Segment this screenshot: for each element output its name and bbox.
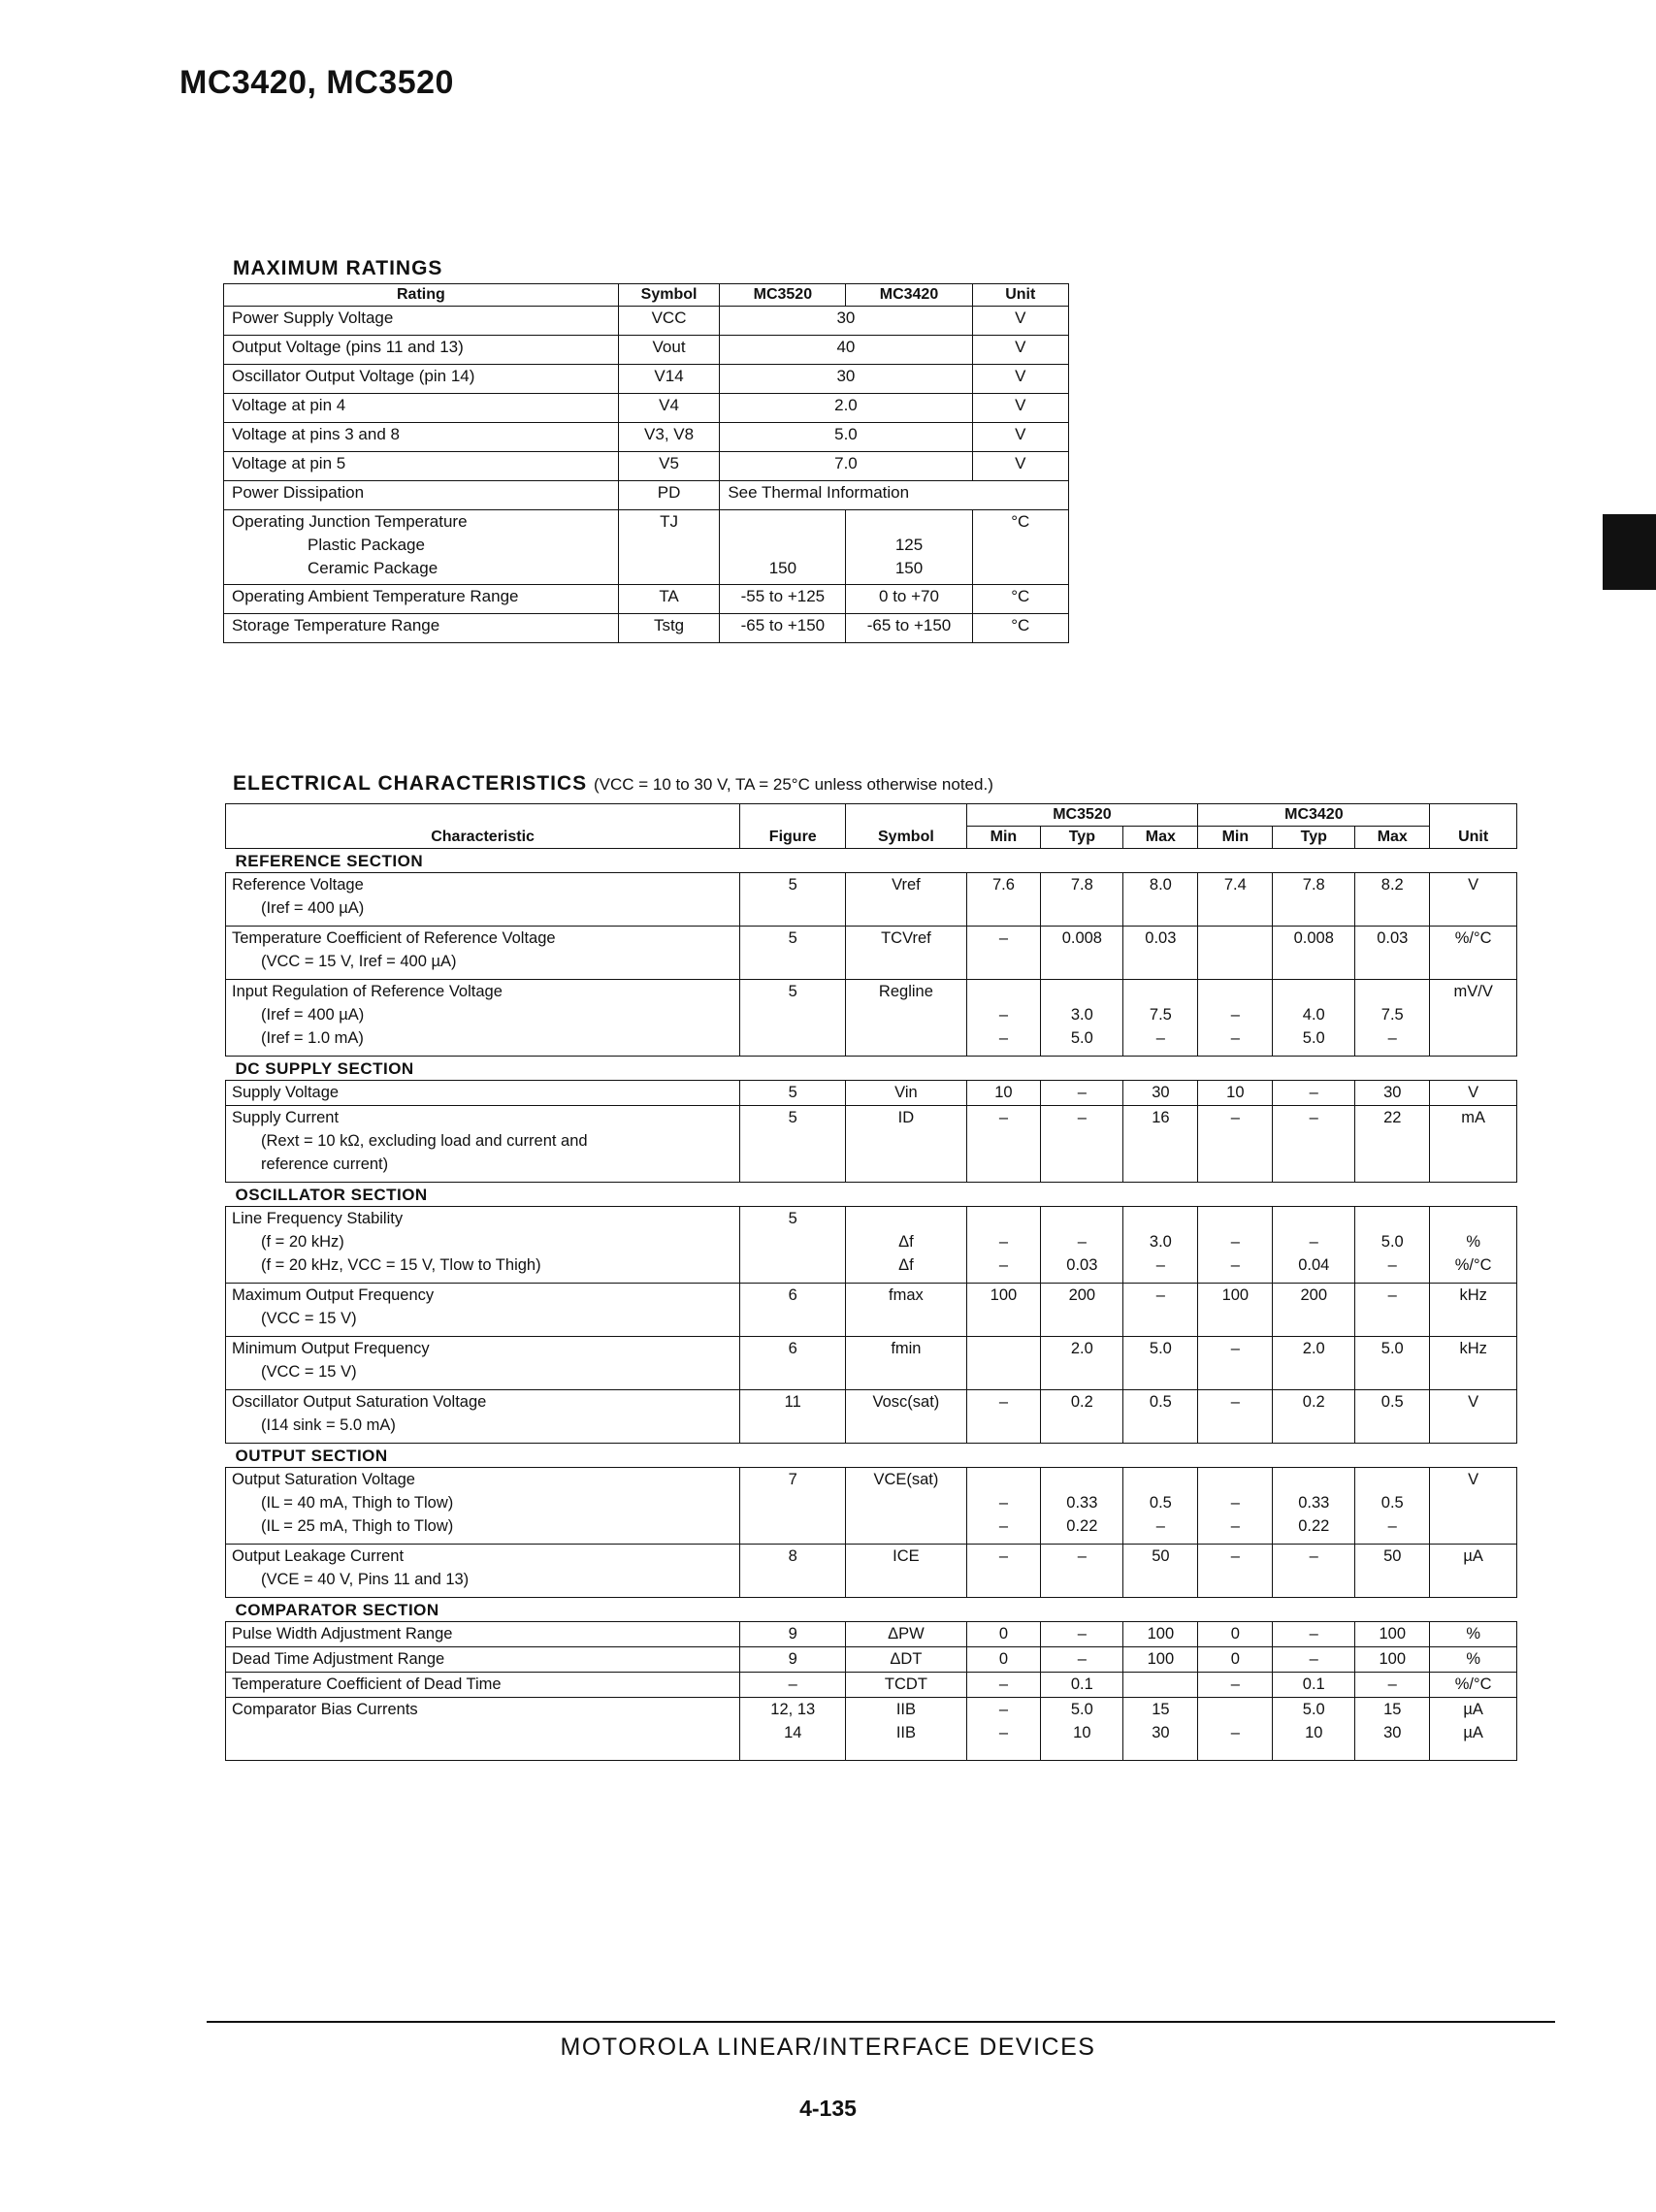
figure-cell: – bbox=[740, 1673, 846, 1698]
value-cell: – – bbox=[1198, 1468, 1273, 1545]
unit-cell: V bbox=[972, 365, 1068, 394]
col-mc3420: MC3420 bbox=[846, 284, 972, 307]
value-cell: 0.1 bbox=[1273, 1673, 1355, 1698]
table-row bbox=[224, 510, 1069, 585]
plastic-label: Plastic Package bbox=[308, 536, 425, 554]
value-cell: 10 bbox=[966, 1081, 1041, 1106]
value-cell: 30 bbox=[720, 365, 972, 394]
symbol-cell: fmin bbox=[846, 1337, 966, 1390]
value-cell: -65 to +150 bbox=[720, 614, 846, 643]
value-cell: 100 bbox=[1355, 1647, 1430, 1673]
char-condition: (VCC = 15 V) bbox=[261, 1363, 357, 1381]
symbol-cell: Vin bbox=[846, 1081, 966, 1106]
char-text: Output Saturation Voltage bbox=[232, 1471, 415, 1488]
value-cell: 0.5 – bbox=[1123, 1468, 1198, 1545]
section-label: DC SUPPLY SECTION bbox=[226, 1057, 1517, 1081]
unit-cell: %/°C bbox=[1430, 927, 1517, 980]
symbol-cell: Vout bbox=[618, 336, 720, 365]
value-cell: – bbox=[1041, 1106, 1123, 1183]
char-condition: (VCC = 15 V) bbox=[261, 1310, 357, 1327]
col-max: Max bbox=[1123, 827, 1198, 849]
value-cell: 0.2 bbox=[1273, 1390, 1355, 1444]
value-cell: 200 bbox=[1273, 1284, 1355, 1337]
table-row bbox=[226, 1106, 1517, 1183]
value-cell: – bbox=[1273, 1081, 1355, 1106]
char-condition: (VCE = 40 V, Pins 11 and 13) bbox=[261, 1571, 470, 1588]
value-cell: 100 bbox=[1123, 1647, 1198, 1673]
char-condition: (Iref = 400 µA) bbox=[261, 899, 365, 917]
value-cell: 0.008 bbox=[1273, 927, 1355, 980]
symbol-cell: VCE(sat) bbox=[846, 1468, 966, 1545]
characteristic-cell: Dead Time Adjustment Range bbox=[226, 1647, 740, 1673]
symbol-cell: fmax bbox=[846, 1284, 966, 1337]
value-cell: 16 bbox=[1123, 1106, 1198, 1183]
value-cell: 8.2 bbox=[1355, 873, 1430, 927]
value-cell: – bbox=[1041, 1647, 1123, 1673]
figure-cell: 8 bbox=[740, 1545, 846, 1598]
char-condition: (I14 sink = 5.0 mA) bbox=[261, 1416, 396, 1434]
unit-cell: % %/°C bbox=[1430, 1207, 1517, 1284]
section-header-row bbox=[226, 1183, 1517, 1207]
value-cell: – bbox=[966, 1673, 1041, 1698]
figure-cell: 5 bbox=[740, 1081, 846, 1106]
section-header-row bbox=[226, 1598, 1517, 1622]
value-cell: – – bbox=[1198, 980, 1273, 1057]
figure-cell: 5 bbox=[740, 980, 846, 1057]
char-condition: (f = 20 kHz) bbox=[261, 1233, 344, 1251]
table-row bbox=[226, 927, 1517, 980]
value-cell bbox=[720, 510, 846, 585]
char-text: Temperature Coefficient of Reference Voltage bbox=[232, 929, 556, 947]
unit-cell: V bbox=[972, 423, 1068, 452]
symbol-cell: ΔDT bbox=[846, 1647, 966, 1673]
value-cell: 0.5 bbox=[1123, 1390, 1198, 1444]
value-cell: – bbox=[1041, 1622, 1123, 1647]
value-cell: 30 bbox=[720, 307, 972, 336]
characteristic-cell: Pulse Width Adjustment Range bbox=[226, 1622, 740, 1647]
junction-label: Operating Junction Temperature bbox=[232, 512, 468, 531]
char-condition: (IL = 40 mA, Thigh to Tlow) bbox=[261, 1494, 454, 1512]
table-header-row bbox=[224, 284, 1069, 307]
elec-title-text: ELECTRICAL CHARACTERISTICS bbox=[233, 772, 588, 795]
table-header-row bbox=[226, 804, 1517, 827]
char-text: Output Leakage Current bbox=[232, 1547, 405, 1565]
char-condition: (Iref = 400 µA) bbox=[261, 1006, 365, 1024]
unit-cell: V bbox=[972, 307, 1068, 336]
rating-cell: Voltage at pin 4 bbox=[224, 394, 619, 423]
value-cell: – – bbox=[1198, 1207, 1273, 1284]
symbol-cell: V14 bbox=[618, 365, 720, 394]
value-cell: – bbox=[1273, 1622, 1355, 1647]
table-row bbox=[224, 307, 1069, 336]
char-text: Minimum Output Frequency bbox=[232, 1340, 430, 1357]
section-label: OUTPUT SECTION bbox=[226, 1444, 1517, 1468]
value-cell: – – bbox=[966, 1468, 1041, 1545]
value-cell: 0 bbox=[966, 1647, 1041, 1673]
table-row bbox=[224, 614, 1069, 643]
value-cell: – bbox=[1273, 1106, 1355, 1183]
char-condition: (Rext = 10 kΩ, excluding load and current and bbox=[261, 1132, 588, 1150]
value-cell: 5.0 bbox=[1123, 1337, 1198, 1390]
table-row bbox=[226, 1545, 1517, 1598]
char-condition: reference current) bbox=[261, 1155, 389, 1173]
figure-cell: 7 bbox=[740, 1468, 846, 1545]
rating-cell: Power Dissipation bbox=[224, 481, 619, 510]
figure-cell: 6 bbox=[740, 1284, 846, 1337]
rating-cell: Storage Temperature Range bbox=[224, 614, 619, 643]
figure-cell: 12, 13 14 bbox=[740, 1698, 846, 1761]
table-row bbox=[226, 1390, 1517, 1444]
value-cell: -55 to +125 bbox=[720, 585, 846, 614]
figure-cell: 5 bbox=[740, 1207, 846, 1284]
value-cell: – bbox=[1198, 1390, 1273, 1444]
char-text: Oscillator Output Saturation Voltage bbox=[232, 1393, 487, 1411]
value-cell: – – bbox=[966, 1698, 1041, 1761]
figure-cell: 5 bbox=[740, 873, 846, 927]
characteristic-cell bbox=[226, 1207, 740, 1284]
section-tab-marker bbox=[1603, 514, 1656, 590]
section-header-row bbox=[226, 849, 1517, 873]
table-row bbox=[226, 1284, 1517, 1337]
electrical-characteristics-table bbox=[225, 803, 1517, 1761]
characteristic-cell bbox=[226, 1545, 740, 1598]
value-cell: – bbox=[1123, 1284, 1198, 1337]
characteristic-cell: Supply Voltage bbox=[226, 1081, 740, 1106]
unit-cell: V bbox=[972, 452, 1068, 481]
char-text: Input Regulation of Reference Voltage bbox=[232, 983, 503, 1000]
unit-cell: V bbox=[1430, 1390, 1517, 1444]
section-header-row bbox=[226, 1444, 1517, 1468]
symbol-cell: Vosc(sat) bbox=[846, 1390, 966, 1444]
section-label: COMPARATOR SECTION bbox=[226, 1598, 1517, 1622]
figure-cell: 5 bbox=[740, 1106, 846, 1183]
symbol-cell: ID bbox=[846, 1106, 966, 1183]
value-cell: 0.008 bbox=[1041, 927, 1123, 980]
characteristic-cell: Temperature Coefficient of Dead Time bbox=[226, 1673, 740, 1698]
unit-cell: mA bbox=[1430, 1106, 1517, 1183]
unit-cell: % bbox=[1430, 1647, 1517, 1673]
figure-cell: 11 bbox=[740, 1390, 846, 1444]
value-cell: 30 bbox=[1355, 1081, 1430, 1106]
value-cell: 0.33 0.22 bbox=[1273, 1468, 1355, 1545]
value-cell: – bbox=[1273, 1647, 1355, 1673]
value-cell: – bbox=[1198, 1545, 1273, 1598]
unit-cell: %/°C bbox=[1430, 1673, 1517, 1698]
symbol-cell: ΔPW bbox=[846, 1622, 966, 1647]
symbol-cell: IIB IIB bbox=[846, 1698, 966, 1761]
unit-cell: mV/V bbox=[1430, 980, 1517, 1057]
symbol-cell: V5 bbox=[618, 452, 720, 481]
unit-cell: V bbox=[1430, 1081, 1517, 1106]
value-cell: – bbox=[966, 1545, 1041, 1598]
rating-cell bbox=[224, 510, 619, 585]
rating-cell: Power Supply Voltage bbox=[224, 307, 619, 336]
value-cell: – – bbox=[966, 980, 1041, 1057]
value-cell bbox=[966, 1337, 1041, 1390]
value-cell: 0.2 bbox=[1041, 1390, 1123, 1444]
value-cell: 2.0 bbox=[1273, 1337, 1355, 1390]
symbol-cell: VCC bbox=[618, 307, 720, 336]
symbol-cell: Regline bbox=[846, 980, 966, 1057]
footer-divider bbox=[207, 2021, 1555, 2023]
value-cell: 50 bbox=[1355, 1545, 1430, 1598]
col-figure: Figure bbox=[740, 804, 846, 849]
mc3420-plastic-value: 125 bbox=[894, 536, 924, 554]
characteristic-cell: Comparator Bias Currents bbox=[226, 1698, 740, 1761]
unit-cell: µA bbox=[1430, 1545, 1517, 1598]
unit-cell: °C bbox=[972, 614, 1068, 643]
characteristic-cell bbox=[226, 927, 740, 980]
figure-cell: 6 bbox=[740, 1337, 846, 1390]
unit-cell: V bbox=[1430, 873, 1517, 927]
table-row bbox=[224, 452, 1069, 481]
value-cell: 30 bbox=[1123, 1081, 1198, 1106]
value-cell: 100 bbox=[966, 1284, 1041, 1337]
value-cell: – bbox=[1355, 1673, 1430, 1698]
value-cell: 0.33 0.22 bbox=[1041, 1468, 1123, 1545]
char-text: Supply Current bbox=[232, 1109, 340, 1126]
value-cell: 40 bbox=[720, 336, 972, 365]
value-cell: – 0.03 bbox=[1041, 1207, 1123, 1284]
value-cell: – bbox=[1198, 1106, 1273, 1183]
value-cell: 7.8 bbox=[1041, 873, 1123, 927]
value-cell: 2.0 bbox=[1041, 1337, 1123, 1390]
value-cell: 5.0 10 bbox=[1273, 1698, 1355, 1761]
symbol-cell: V3, V8 bbox=[618, 423, 720, 452]
symbol-cell: TJ bbox=[618, 510, 720, 585]
elec-conditions: (VCC = 10 to 30 V, TA = 25°C unless otherwise noted.) bbox=[593, 775, 993, 794]
value-cell: 3.0 – bbox=[1123, 1207, 1198, 1284]
value-cell: 7.0 bbox=[720, 452, 972, 481]
characteristic-cell bbox=[226, 1284, 740, 1337]
value-cell: – bbox=[1198, 1673, 1273, 1698]
value-cell: – bbox=[966, 1390, 1041, 1444]
max-ratings-title: MAXIMUM RATINGS bbox=[233, 257, 443, 279]
value-cell: 100 bbox=[1123, 1622, 1198, 1647]
symbol-cell: Tstg bbox=[618, 614, 720, 643]
value-cell: – bbox=[1041, 1081, 1123, 1106]
elec-title bbox=[233, 772, 993, 796]
value-cell: 15 30 bbox=[1355, 1698, 1430, 1761]
table-row bbox=[224, 365, 1069, 394]
col-mc3420: MC3420 bbox=[1198, 804, 1430, 827]
value-cell: 2.0 bbox=[720, 394, 972, 423]
value-cell: – bbox=[1041, 1545, 1123, 1598]
unit-cell: µA µA bbox=[1430, 1698, 1517, 1761]
char-condition: (IL = 25 mA, Thigh to Tlow) bbox=[261, 1517, 454, 1535]
value-cell: – – bbox=[966, 1207, 1041, 1284]
value-cell: 0 bbox=[1198, 1622, 1273, 1647]
value-cell: 5.0 bbox=[1355, 1337, 1430, 1390]
col-characteristic: Characteristic bbox=[226, 804, 740, 849]
mc3420-ceramic-value: 150 bbox=[894, 559, 924, 577]
value-cell: 0 bbox=[1198, 1647, 1273, 1673]
value-cell: 0.03 bbox=[1355, 927, 1430, 980]
value-cell: 7.8 bbox=[1273, 873, 1355, 927]
value-cell: – bbox=[1273, 1545, 1355, 1598]
value-cell: 0.5 – bbox=[1355, 1468, 1430, 1545]
value-cell: 100 bbox=[1355, 1622, 1430, 1647]
col-mc3520: MC3520 bbox=[720, 284, 846, 307]
value-cell: 7.4 bbox=[1198, 873, 1273, 927]
table-row bbox=[226, 1647, 1517, 1673]
col-min: Min bbox=[1198, 827, 1273, 849]
value-cell: – bbox=[1355, 1284, 1430, 1337]
value-cell: 100 bbox=[1198, 1284, 1273, 1337]
value-cell: 0 to +70 bbox=[846, 585, 972, 614]
characteristic-cell bbox=[226, 1390, 740, 1444]
value-cell: 0.1 bbox=[1041, 1673, 1123, 1698]
value-cell bbox=[1123, 1673, 1198, 1698]
rating-cell: Voltage at pin 5 bbox=[224, 452, 619, 481]
section-label: REFERENCE SECTION bbox=[226, 849, 1517, 873]
value-cell: 7.5 – bbox=[1355, 980, 1430, 1057]
value-cell: – 0.04 bbox=[1273, 1207, 1355, 1284]
table-row bbox=[226, 1698, 1517, 1761]
unit-cell: % bbox=[1430, 1622, 1517, 1647]
unit-cell: °C bbox=[972, 585, 1068, 614]
max-ratings-table bbox=[223, 283, 1069, 643]
value-cell: 7.5 – bbox=[1123, 980, 1198, 1057]
value-cell: 3.0 5.0 bbox=[1041, 980, 1123, 1057]
section-header-row bbox=[226, 1057, 1517, 1081]
col-symbol: Symbol bbox=[846, 804, 966, 849]
figure-cell: 9 bbox=[740, 1647, 846, 1673]
value-cell: 15 30 bbox=[1123, 1698, 1198, 1761]
symbol-cell: TA bbox=[618, 585, 720, 614]
col-typ: Typ bbox=[1041, 827, 1123, 849]
value-cell: 0.5 bbox=[1355, 1390, 1430, 1444]
symbol-cell: TCDT bbox=[846, 1673, 966, 1698]
mc3520-ceramic-value: 150 bbox=[768, 559, 797, 577]
page-number: 4-135 bbox=[799, 2096, 857, 2121]
col-unit: Unit bbox=[972, 284, 1068, 307]
rating-cell: Output Voltage (pins 11 and 13) bbox=[224, 336, 619, 365]
col-min: Min bbox=[966, 827, 1041, 849]
symbol-cell: Vref bbox=[846, 873, 966, 927]
table-row bbox=[226, 1673, 1517, 1698]
value-cell: – bbox=[1198, 1698, 1273, 1761]
col-typ: Typ bbox=[1273, 827, 1355, 849]
value-cell: 5.0 10 bbox=[1041, 1698, 1123, 1761]
table-row bbox=[226, 980, 1517, 1057]
characteristic-cell bbox=[226, 1468, 740, 1545]
symbol-cell: TCVref bbox=[846, 927, 966, 980]
col-symbol: Symbol bbox=[618, 284, 720, 307]
rating-cell: Oscillator Output Voltage (pin 14) bbox=[224, 365, 619, 394]
col-mc3520: MC3520 bbox=[966, 804, 1198, 827]
value-cell: 5.0 – bbox=[1355, 1207, 1430, 1284]
symbol-cell: Δf Δf bbox=[846, 1207, 966, 1284]
table-row bbox=[226, 1081, 1517, 1106]
col-unit: Unit bbox=[1430, 804, 1517, 849]
char-condition: (Iref = 1.0 mA) bbox=[261, 1029, 364, 1047]
value-cell: 5.0 bbox=[720, 423, 972, 452]
value-cell bbox=[1198, 927, 1273, 980]
col-max: Max bbox=[1355, 827, 1430, 849]
unit-cell: V bbox=[972, 394, 1068, 423]
table-row bbox=[224, 394, 1069, 423]
section-label: OSCILLATOR SECTION bbox=[226, 1183, 1517, 1207]
value-cell: 200 bbox=[1041, 1284, 1123, 1337]
figure-cell: 9 bbox=[740, 1622, 846, 1647]
char-text: Reference Voltage bbox=[232, 876, 364, 894]
symbol-cell: ICE bbox=[846, 1545, 966, 1598]
value-cell: 0.03 bbox=[1123, 927, 1198, 980]
value-cell: – bbox=[966, 1106, 1041, 1183]
char-text: Maximum Output Frequency bbox=[232, 1286, 435, 1304]
unit-cell: kHz bbox=[1430, 1284, 1517, 1337]
value-cell bbox=[846, 510, 972, 585]
value-cell: 50 bbox=[1123, 1545, 1198, 1598]
ceramic-label: Ceramic Package bbox=[308, 559, 438, 577]
symbol-cell: V4 bbox=[618, 394, 720, 423]
page-title: MC3420, MC3520 bbox=[179, 64, 454, 101]
table-row bbox=[226, 1622, 1517, 1647]
table-row bbox=[226, 1207, 1517, 1284]
value-cell: 7.6 bbox=[966, 873, 1041, 927]
table-row bbox=[224, 585, 1069, 614]
characteristic-cell bbox=[226, 873, 740, 927]
col-rating: Rating bbox=[224, 284, 619, 307]
value-cell: 10 bbox=[1198, 1081, 1273, 1106]
value-cell: – bbox=[966, 927, 1041, 980]
value-cell: – bbox=[1198, 1337, 1273, 1390]
table-row bbox=[224, 336, 1069, 365]
table-row bbox=[224, 423, 1069, 452]
characteristic-cell bbox=[226, 1337, 740, 1390]
char-text: Line Frequency Stability bbox=[232, 1210, 404, 1227]
rating-cell: Operating Ambient Temperature Range bbox=[224, 585, 619, 614]
figure-cell: 5 bbox=[740, 927, 846, 980]
unit-cell: V bbox=[972, 336, 1068, 365]
rating-cell: Voltage at pins 3 and 8 bbox=[224, 423, 619, 452]
unit-cell: °C bbox=[972, 510, 1068, 585]
characteristic-cell bbox=[226, 1106, 740, 1183]
table-row bbox=[224, 481, 1069, 510]
char-condition: (VCC = 15 V, Iref = 400 µA) bbox=[261, 953, 457, 970]
characteristic-cell bbox=[226, 980, 740, 1057]
unit-cell: kHz bbox=[1430, 1337, 1517, 1390]
symbol-cell: PD bbox=[618, 481, 720, 510]
value-cell: 22 bbox=[1355, 1106, 1430, 1183]
table-row bbox=[226, 1468, 1517, 1545]
value-cell: -65 to +150 bbox=[846, 614, 972, 643]
value-cell: 0 bbox=[966, 1622, 1041, 1647]
unit-cell: V bbox=[1430, 1468, 1517, 1545]
value-cell: 4.0 5.0 bbox=[1273, 980, 1355, 1057]
table-row bbox=[226, 1337, 1517, 1390]
value-cell: 8.0 bbox=[1123, 873, 1198, 927]
value-cell: See Thermal Information bbox=[720, 481, 1069, 510]
table-row bbox=[226, 873, 1517, 927]
char-condition: (f = 20 kHz, VCC = 15 V, Tlow to Thigh) bbox=[261, 1256, 541, 1274]
footer-text: MOTOROLA LINEAR/INTERFACE DEVICES bbox=[560, 2033, 1096, 2061]
